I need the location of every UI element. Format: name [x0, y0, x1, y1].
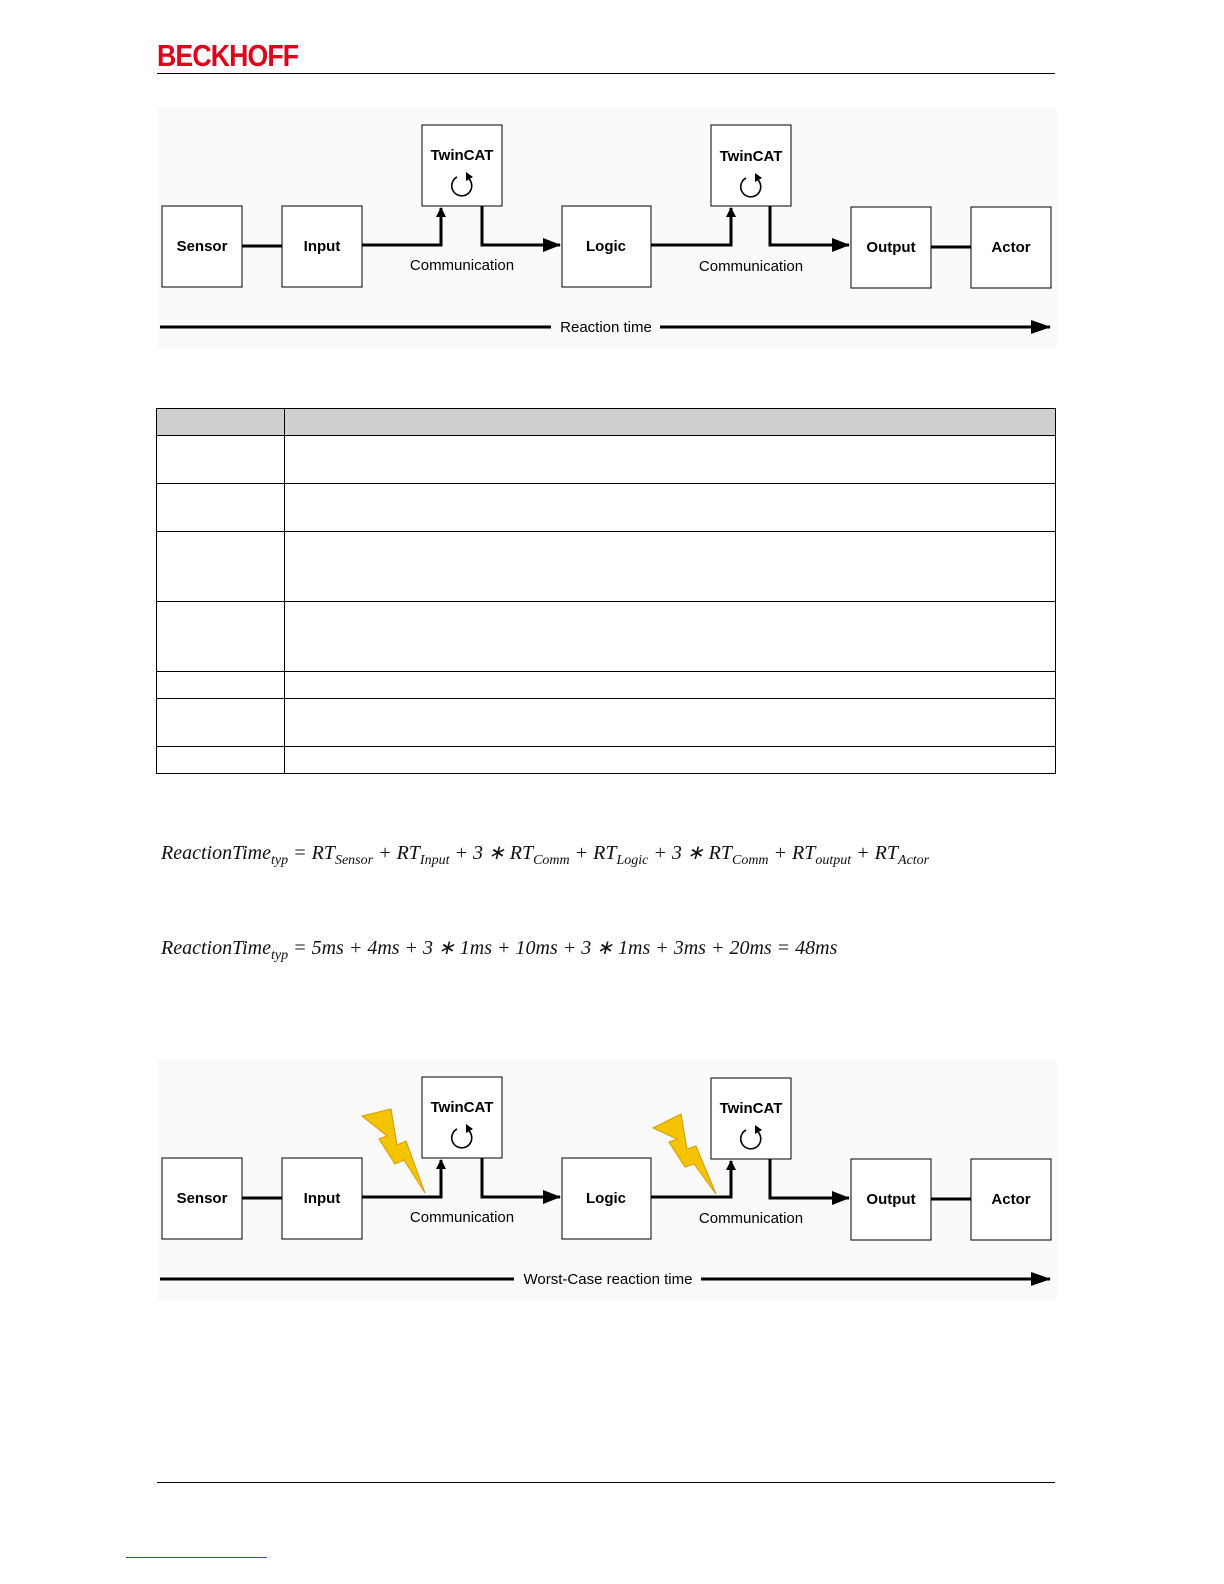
communication-label-1: Communication: [409, 257, 515, 274]
communication-label-2: Communication: [698, 258, 804, 275]
logic-to-twincat-arrow: [651, 208, 731, 245]
twincat-to-logic-arrow: [482, 206, 560, 245]
twincat-box-1: [422, 125, 502, 206]
lightning-icon: [653, 1114, 716, 1194]
reaction-time-example-formula: [161, 935, 837, 964]
formula-term: + $RT_{output}$: [773, 842, 852, 868]
twincat-to-output-arrow: [770, 1159, 849, 1198]
footer-link-underline[interactable]: [126, 1557, 267, 1558]
reaction-time-table: [156, 408, 1056, 774]
formula-lhs-sub: typ: [270, 948, 289, 963]
twincat-label-1: TwinCAT: [430, 147, 494, 164]
formula-term: + $RT_{Actor}$: [856, 842, 930, 868]
formula-term: + 3 ∗ $RT_{Comm}$: [653, 842, 769, 868]
table-row: [157, 436, 1056, 484]
input-label: Input: [303, 1190, 341, 1207]
table-row: [157, 532, 1056, 602]
formula-lhs: ReactionTime: [161, 937, 271, 959]
table-header-cell: [285, 409, 1056, 436]
actor-label: Actor: [991, 239, 1031, 256]
communication-label-1: Communication: [409, 1209, 515, 1226]
input-to-twincat-arrow: [362, 208, 441, 245]
twincat-to-logic-arrow: [482, 1158, 560, 1197]
formula-rhs: = 5ms + 4ms + 3 ∗ 1ms + 10ms + 3 ∗ 1ms + 3ms + 20ms = 48ms: [293, 937, 838, 959]
input-to-twincat-arrow: [362, 1160, 441, 1197]
formula-lhs: ReactionTime: [161, 842, 271, 864]
formula-term: = $RT_{Sensor}$: [293, 842, 374, 868]
sensor-label: Sensor: [176, 1190, 228, 1207]
twincat-box-2: [711, 1078, 791, 1159]
header-rule: [157, 73, 1055, 74]
logic-to-twincat-arrow: [651, 1161, 731, 1197]
beckhoff-logo: BECKHOFF: [157, 38, 299, 73]
twincat-label-1: TwinCAT: [430, 1099, 494, 1116]
sensor-label: Sensor: [176, 238, 228, 255]
worst-case-reaction-time-diagram: [157, 1060, 1057, 1300]
lightning-icon: [362, 1109, 425, 1193]
table-row: [157, 484, 1056, 532]
table-header-cell: [157, 409, 285, 436]
logic-label: Logic: [586, 238, 626, 255]
twincat-box-1: [422, 1077, 502, 1158]
twincat-label-2: TwinCAT: [719, 148, 783, 165]
formula-lhs-sub: typ: [270, 853, 289, 868]
actor-label: Actor: [991, 1191, 1031, 1208]
output-label: Output: [866, 1191, 916, 1208]
twincat-label-2: TwinCAT: [719, 1100, 783, 1117]
logic-label: Logic: [586, 1190, 626, 1207]
input-label: Input: [303, 238, 341, 255]
formula-term: + $RT_{Logic}$: [574, 842, 649, 868]
reaction-time-label: Reaction time: [560, 319, 652, 336]
table-row: [157, 602, 1056, 672]
twincat-box-2: [711, 125, 791, 206]
worst-case-reaction-time-label: Worst-Case reaction time: [523, 1271, 693, 1288]
twincat-to-output-arrow: [770, 206, 849, 245]
table-header-row: [157, 409, 1056, 436]
formula-term: + $RT_{Input}$: [378, 842, 450, 868]
formula-term: + 3 ∗ $RT_{Comm}$: [454, 842, 570, 868]
footer-rule: [157, 1482, 1055, 1483]
reaction-time-diagram: [157, 108, 1057, 348]
table-row: [157, 672, 1056, 699]
table-row: [157, 699, 1056, 747]
communication-label-2: Communication: [698, 1210, 804, 1227]
reaction-time-formula: [161, 840, 929, 869]
table-row: [157, 747, 1056, 774]
output-label: Output: [866, 239, 916, 256]
